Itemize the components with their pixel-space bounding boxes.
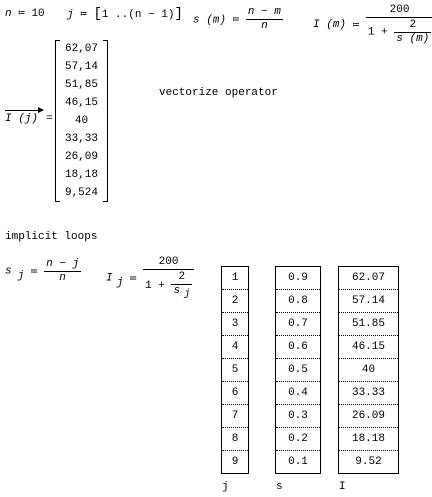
s-implicit-assign: ≔ [30, 266, 38, 279]
matrix-left-bracket [55, 40, 60, 202]
s-numerator: n − m [247, 6, 281, 18]
j-range-expression: 1 ..(n − 1) [101, 9, 175, 21]
I-table-cell: 26.09 [339, 405, 398, 428]
vectorize-result-matrix[interactable] [55, 40, 108, 202]
I-denominator-one-plus: 1 + [367, 26, 388, 39]
s-table-cell: 0.5 [276, 359, 320, 382]
s-table-label: s [276, 481, 283, 493]
s-table-cell: 0.1 [288, 456, 308, 468]
I-fraction [366, 4, 432, 46]
j-table-cell: 8 [222, 428, 248, 451]
n-symbol: n [5, 8, 12, 20]
s-table-cell: 0.4 [276, 382, 320, 405]
I-implicit-fraction [143, 256, 194, 301]
I-table-cells [339, 267, 398, 473]
I-table-cell: 40 [339, 359, 398, 382]
vectorize-lhs-label: I (j) [5, 113, 39, 125]
I-assign-operator: ≔ [352, 20, 360, 32]
j-assign-operator: ≔ [80, 9, 87, 21]
s-implicit-definition[interactable] [5, 258, 81, 285]
s-table-cell: 0.6 [276, 336, 320, 359]
s-assign-operator: ≔ [232, 14, 240, 27]
j-table-cell: 7 [222, 405, 248, 428]
matrix-values [55, 40, 108, 202]
s-table-cell: 0.9 [276, 267, 320, 290]
j-table-cells [222, 267, 248, 473]
I-implicit-inner-s: s [173, 285, 181, 297]
j-table-cell: 4 [222, 336, 248, 359]
I-subscript: j [116, 276, 124, 289]
I-table-cell: 62.07 [339, 267, 398, 290]
I-table-cell: 9.52 [355, 456, 382, 468]
matrix-cell: 46,15 [64, 97, 98, 109]
j-table-cell: 2 [222, 290, 248, 313]
matrix-cell: 26,09 [64, 151, 98, 163]
matrix-cell: 33,33 [64, 133, 98, 145]
j-table-cell: 9 [231, 456, 239, 468]
I-table-label: I [339, 481, 346, 493]
I-table-cell: 18.18 [339, 428, 398, 451]
vectorize-equals: = [46, 113, 53, 125]
I-table-cell: 51.85 [339, 313, 398, 336]
I-inner-denominator: s (m) [396, 33, 430, 45]
s-implicit-numerator: n − j [46, 258, 80, 270]
j-table-cell: 6 [222, 382, 248, 405]
I-implicit-inner-subscript: j [184, 289, 191, 301]
I-implicit-inner-fraction [171, 271, 192, 301]
I-implicit-numerator: 200 [143, 256, 194, 270]
matrix-cell: 57,14 [64, 61, 98, 73]
j-symbol: j [67, 9, 74, 21]
I-inner-numerator: 2 [394, 19, 431, 33]
s-table-cell: 0.2 [276, 428, 320, 451]
n-assign-value: ≔ 10 [18, 8, 45, 20]
matrix-cell: 9,524 [64, 187, 98, 199]
s-implicit-denominator: n [59, 272, 66, 284]
j-definition[interactable] [67, 6, 183, 22]
I-implicit-assign: ≔ [129, 273, 137, 286]
s-subscript: j [17, 269, 25, 282]
I-denominator [366, 18, 432, 46]
j-table-cell: 5 [222, 359, 248, 382]
I-inner-fraction [394, 19, 431, 46]
s-table-cell: 0.7 [276, 313, 320, 336]
I-definition[interactable] [313, 4, 432, 46]
I-implicit-inner-numerator: 2 [171, 271, 192, 285]
range-open-bracket: [ [93, 6, 102, 22]
n-definition[interactable] [5, 6, 45, 20]
I-implicit-denominator [143, 270, 194, 301]
vectorize-arrow-icon [5, 110, 43, 111]
I-implicit-definition[interactable] [106, 256, 194, 301]
s-result-table[interactable] [275, 266, 321, 474]
implicit-loops-heading[interactable]: implicit loops [5, 231, 98, 243]
s-symbol: s [5, 265, 12, 278]
I-symbol: I [106, 272, 113, 285]
s-table-cell: 0.8 [276, 290, 320, 313]
range-close-bracket: ] [174, 6, 183, 22]
s-table-cells [276, 267, 320, 473]
j-result-table[interactable] [221, 266, 249, 474]
I-table-cell: 57.14 [339, 290, 398, 313]
j-table-cell: 3 [222, 313, 248, 336]
vectorize-comment[interactable]: vectorize operator [159, 87, 278, 99]
I-table-cell: 33.33 [339, 382, 398, 405]
I-implicit-one-plus: 1 + [145, 280, 165, 293]
j-table-label: j [222, 481, 229, 493]
matrix-cell: 40 [74, 115, 89, 127]
I-function-symbol: I (m) [313, 19, 347, 31]
matrix-right-bracket [103, 40, 108, 202]
I-result-table[interactable] [338, 266, 399, 474]
matrix-cell: 51,85 [64, 79, 98, 91]
s-definition[interactable] [193, 6, 283, 33]
s-function-symbol: s (m) [193, 14, 227, 27]
s-fraction [246, 6, 283, 33]
I-numerator: 200 [366, 4, 432, 18]
matrix-cell: 18,18 [64, 169, 98, 181]
I-implicit-inner-denominator [171, 285, 192, 301]
matrix-cell: 62,07 [64, 43, 98, 55]
I-table-cell: 46.15 [339, 336, 398, 359]
s-denominator: n [261, 20, 268, 32]
s-implicit-fraction [44, 258, 81, 285]
s-table-cell: 0.3 [276, 405, 320, 428]
j-table-cell: 1 [222, 267, 248, 290]
